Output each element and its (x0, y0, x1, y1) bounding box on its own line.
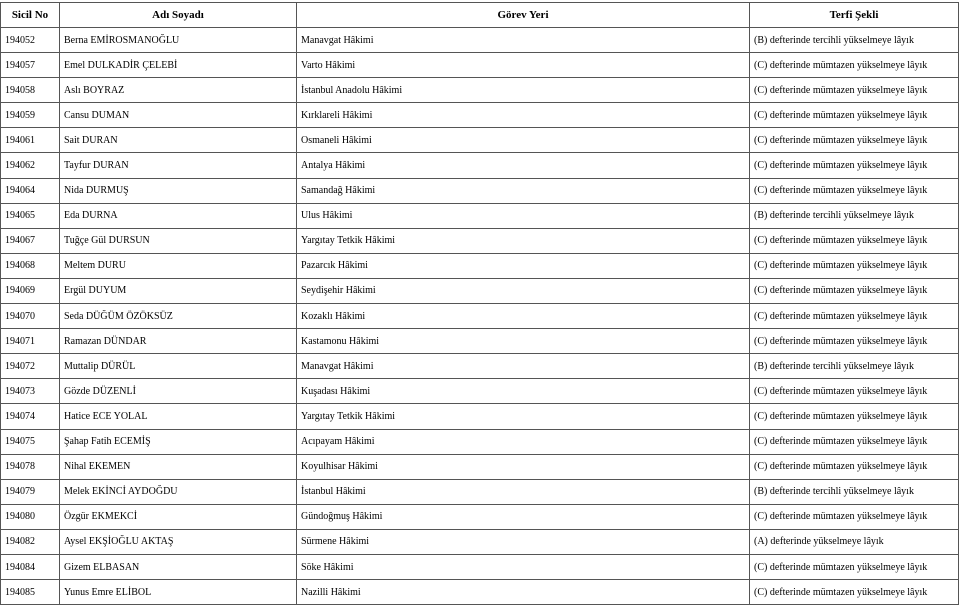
cell-duty-station: Nazilli Hâkimi (297, 580, 750, 605)
table-header (1, 3, 959, 28)
cell-registry-no: 194058 (1, 78, 60, 103)
cell-duty-station: Söke Hâkimi (297, 554, 750, 579)
table-row (1, 404, 959, 429)
table-row (1, 78, 959, 103)
cell-registry-no: 194069 (1, 278, 60, 303)
header-registry-no: Sicil No (1, 3, 60, 28)
cell-duty-station: Acıpayam Hâkimi (297, 429, 750, 454)
cell-full-name: Melek EKİNCİ AYDOĞDU (60, 479, 297, 504)
cell-promotion-type: (C) defterinde mümtazen yükselmeye lâyık (750, 580, 959, 605)
promotion-list (0, 2, 958, 605)
cell-full-name: Seda DÜĞÜM ÖZÖKSÜZ (60, 304, 297, 329)
cell-promotion-type: (C) defterinde mümtazen yükselmeye lâyık (750, 128, 959, 153)
table-row (1, 253, 959, 278)
cell-registry-no: 194082 (1, 529, 60, 554)
cell-full-name: Meltem DURU (60, 253, 297, 278)
header-duty-station: Görev Yeri (297, 3, 750, 28)
cell-promotion-type: (C) defterinde mümtazen yükselmeye lâyık (750, 304, 959, 329)
table-body (1, 28, 959, 605)
table-row (1, 278, 959, 303)
table-row (1, 304, 959, 329)
cell-full-name: Berna EMİROSMANOĞLU (60, 28, 297, 53)
cell-full-name: Emel DULKADİR ÇELEBİ (60, 53, 297, 78)
cell-duty-station: Varto Hâkimi (297, 53, 750, 78)
cell-registry-no: 194065 (1, 203, 60, 228)
cell-promotion-type: (C) defterinde mümtazen yükselmeye lâyık (750, 554, 959, 579)
table-row (1, 128, 959, 153)
cell-full-name: Tuğçe Gül DURSUN (60, 228, 297, 253)
cell-full-name: Nihal EKEMEN (60, 454, 297, 479)
cell-full-name: Ergül DUYUM (60, 278, 297, 303)
cell-registry-no: 194052 (1, 28, 60, 53)
cell-registry-no: 194084 (1, 554, 60, 579)
cell-promotion-type: (B) defterinde tercihli yükselmeye lâyık (750, 479, 959, 504)
cell-full-name: Ramazan DÜNDAR (60, 329, 297, 354)
table-row (1, 504, 959, 529)
cell-registry-no: 194062 (1, 153, 60, 178)
cell-promotion-type: (B) defterinde tercihli yükselmeye lâyık (750, 203, 959, 228)
table-row (1, 354, 959, 379)
cell-promotion-type: (B) defterinde tercihli yükselmeye lâyık (750, 28, 959, 53)
cell-duty-station: Seydişehir Hâkimi (297, 278, 750, 303)
table-row (1, 53, 959, 78)
cell-promotion-type: (B) defterinde tercihli yükselmeye lâyık (750, 354, 959, 379)
header-row (1, 3, 959, 28)
cell-duty-station: Pazarcık Hâkimi (297, 253, 750, 278)
cell-promotion-type: (C) defterinde mümtazen yükselmeye lâyık (750, 329, 959, 354)
cell-registry-no: 194079 (1, 479, 60, 504)
cell-duty-station: Ulus Hâkimi (297, 203, 750, 228)
cell-duty-station: Kuşadası Hâkimi (297, 379, 750, 404)
cell-full-name: Yunus Emre ELİBOL (60, 580, 297, 605)
cell-full-name: Muttalip DÜRÜL (60, 354, 297, 379)
cell-promotion-type: (C) defterinde mümtazen yükselmeye lâyık (750, 404, 959, 429)
table-row (1, 529, 959, 554)
cell-full-name: Hatice ECE YOLAL (60, 404, 297, 429)
table-row (1, 178, 959, 203)
table-row (1, 454, 959, 479)
cell-full-name: Gözde DÜZENLİ (60, 379, 297, 404)
cell-full-name: Şahap Fatih ECEMİŞ (60, 429, 297, 454)
table-row (1, 329, 959, 354)
cell-duty-station: Kozaklı Hâkimi (297, 304, 750, 329)
cell-full-name: Özgür EKMEKCİ (60, 504, 297, 529)
promotion-table (0, 2, 959, 605)
cell-registry-no: 194068 (1, 253, 60, 278)
cell-registry-no: 194080 (1, 504, 60, 529)
cell-registry-no: 194074 (1, 404, 60, 429)
cell-full-name: Aysel EKŞİOĞLU AKTAŞ (60, 529, 297, 554)
cell-full-name: Cansu DUMAN (60, 103, 297, 128)
cell-promotion-type: (A) defterinde yükselmeye lâyık (750, 529, 959, 554)
cell-registry-no: 194059 (1, 103, 60, 128)
cell-duty-station: Gündoğmuş Hâkimi (297, 504, 750, 529)
cell-registry-no: 194061 (1, 128, 60, 153)
cell-registry-no: 194071 (1, 329, 60, 354)
cell-registry-no: 194064 (1, 178, 60, 203)
cell-promotion-type: (C) defterinde mümtazen yükselmeye lâyık (750, 379, 959, 404)
cell-registry-no: 194078 (1, 454, 60, 479)
cell-registry-no: 194072 (1, 354, 60, 379)
cell-duty-station: Koyulhisar Hâkimi (297, 454, 750, 479)
cell-full-name: Aslı BOYRAZ (60, 78, 297, 103)
table-row (1, 228, 959, 253)
cell-duty-station: Yargıtay Tetkik Hâkimi (297, 228, 750, 253)
table-row (1, 153, 959, 178)
cell-duty-station: Manavgat Hâkimi (297, 28, 750, 53)
cell-promotion-type: (C) defterinde mümtazen yükselmeye lâyık (750, 253, 959, 278)
cell-registry-no: 194075 (1, 429, 60, 454)
cell-promotion-type: (C) defterinde mümtazen yükselmeye lâyık (750, 53, 959, 78)
cell-promotion-type: (C) defterinde mümtazen yükselmeye lâyık (750, 178, 959, 203)
cell-promotion-type: (C) defterinde mümtazen yükselmeye lâyık (750, 429, 959, 454)
cell-duty-station: İstanbul Anadolu Hâkimi (297, 78, 750, 103)
cell-duty-station: Antalya Hâkimi (297, 153, 750, 178)
cell-duty-station: Osmaneli Hâkimi (297, 128, 750, 153)
table-row (1, 554, 959, 579)
cell-full-name: Tayfur DURAN (60, 153, 297, 178)
table-row (1, 429, 959, 454)
table-row (1, 479, 959, 504)
cell-full-name: Sait DURAN (60, 128, 297, 153)
table-row (1, 103, 959, 128)
cell-full-name: Nida DURMUŞ (60, 178, 297, 203)
cell-promotion-type: (C) defterinde mümtazen yükselmeye lâyık (750, 278, 959, 303)
cell-duty-station: Kastamonu Hâkimi (297, 329, 750, 354)
table-row (1, 580, 959, 605)
cell-duty-station: Sürmene Hâkimi (297, 529, 750, 554)
cell-promotion-type: (C) defterinde mümtazen yükselmeye lâyık (750, 504, 959, 529)
table-row (1, 28, 959, 53)
cell-promotion-type: (C) defterinde mümtazen yükselmeye lâyık (750, 103, 959, 128)
cell-registry-no: 194073 (1, 379, 60, 404)
cell-duty-station: Kırklareli Hâkimi (297, 103, 750, 128)
cell-full-name: Eda DURNA (60, 203, 297, 228)
header-full-name: Adı Soyadı (60, 3, 297, 28)
header-promotion-type: Terfi Şekli (750, 3, 959, 28)
cell-registry-no: 194085 (1, 580, 60, 605)
cell-promotion-type: (C) defterinde mümtazen yükselmeye lâyık (750, 228, 959, 253)
cell-registry-no: 194067 (1, 228, 60, 253)
cell-registry-no: 194057 (1, 53, 60, 78)
cell-duty-station: Samandağ Hâkimi (297, 178, 750, 203)
cell-duty-station: Manavgat Hâkimi (297, 354, 750, 379)
table-row (1, 379, 959, 404)
cell-registry-no: 194070 (1, 304, 60, 329)
cell-promotion-type: (C) defterinde mümtazen yükselmeye lâyık (750, 78, 959, 103)
table-row (1, 203, 959, 228)
cell-promotion-type: (C) defterinde mümtazen yükselmeye lâyık (750, 454, 959, 479)
cell-duty-station: Yargıtay Tetkik Hâkimi (297, 404, 750, 429)
cell-promotion-type: (C) defterinde mümtazen yükselmeye lâyık (750, 153, 959, 178)
cell-duty-station: İstanbul Hâkimi (297, 479, 750, 504)
cell-full-name: Gizem ELBASAN (60, 554, 297, 579)
